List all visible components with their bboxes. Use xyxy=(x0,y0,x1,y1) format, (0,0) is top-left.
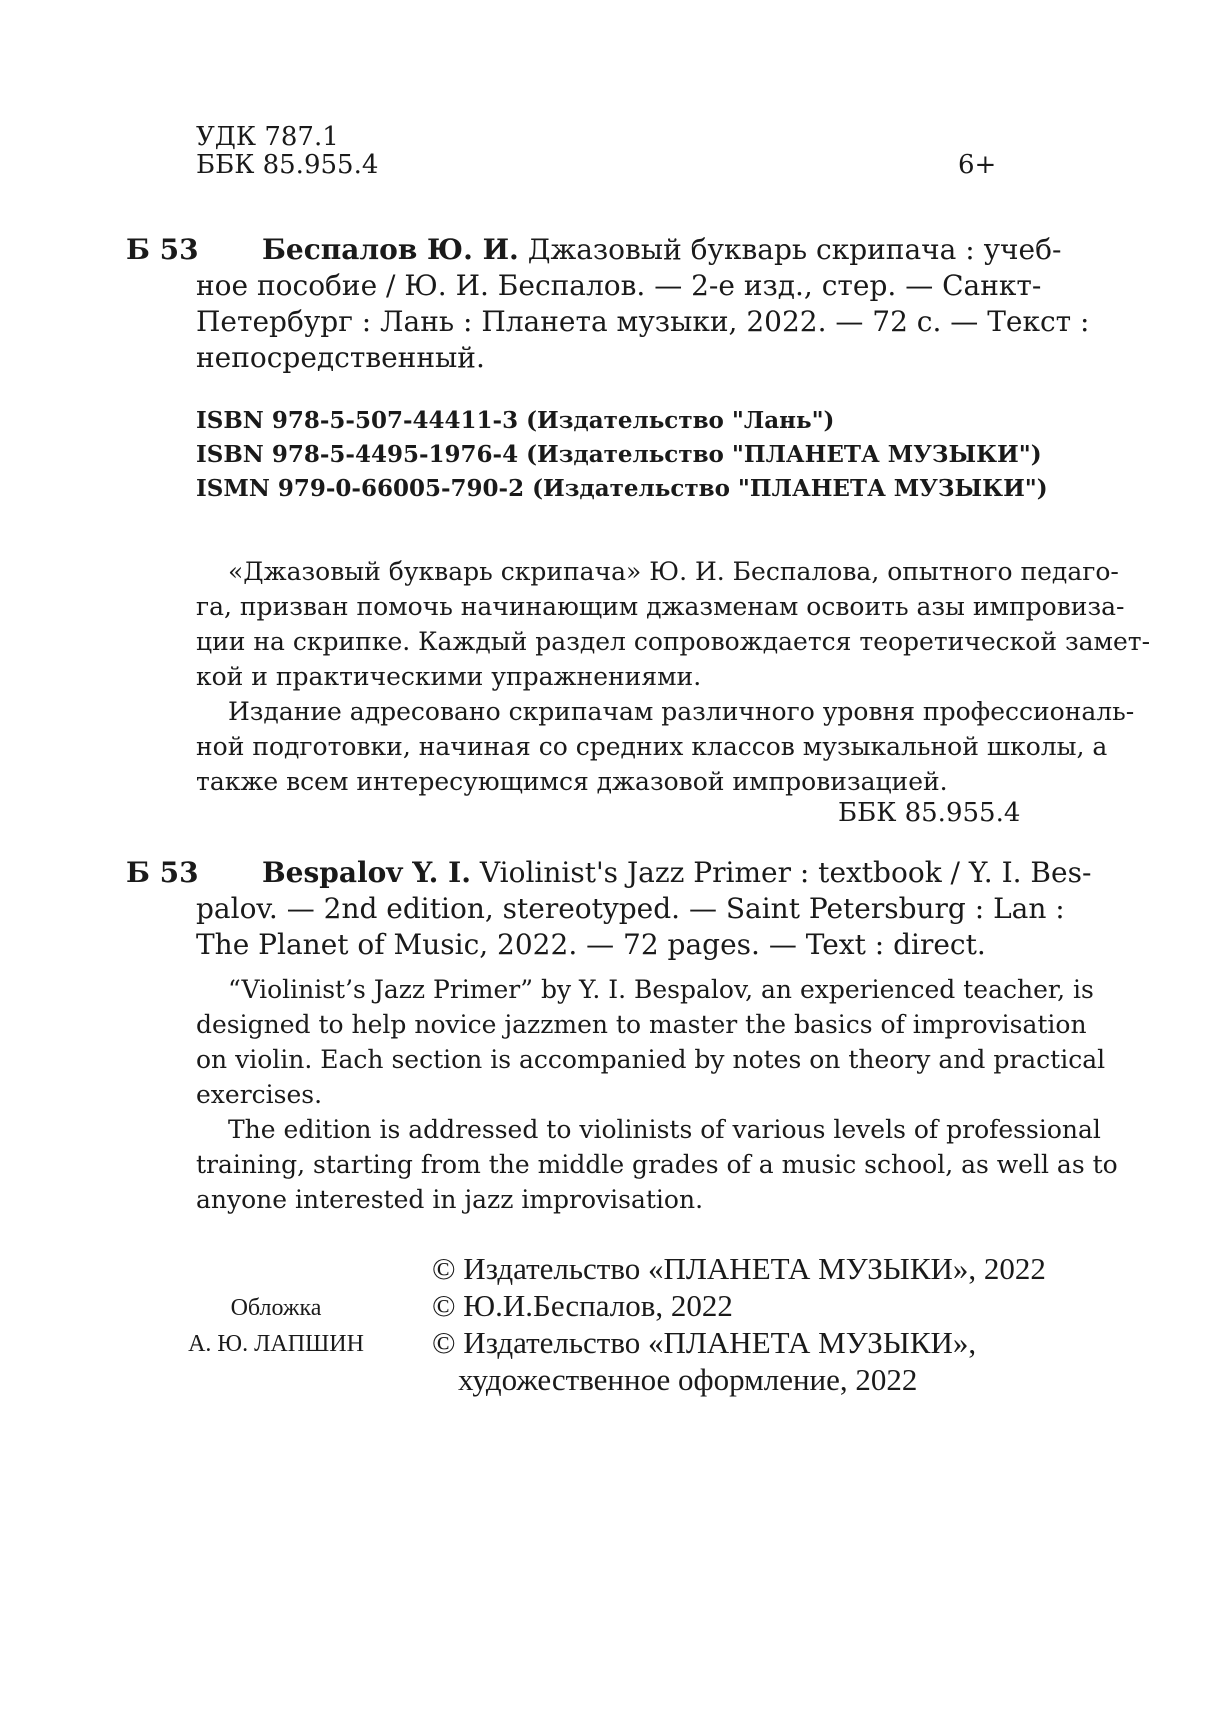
age-rating: 6+ xyxy=(958,150,997,180)
ru-entry-text xyxy=(196,232,1090,376)
en-entry-title: Violinist's Jazz Primer : textbook / Y. I. Bes- xyxy=(471,856,1092,889)
ismn-planet: ISMN 979-0-66005-790-2 (Издательство "ПЛАНЕТА МУЗЫКИ") xyxy=(196,475,1048,502)
annotation-line: on violin. Each section is accompanied by notes on theory and practical xyxy=(196,1045,1106,1074)
ru-entry-line: непосредственный. xyxy=(196,341,485,374)
annotation-line: exercises. xyxy=(196,1080,323,1109)
en-entry-code: Б 53 xyxy=(126,856,199,889)
isbn-lan: ISBN 978-5-507-44411-3 (Издательство "Лань") xyxy=(196,407,835,434)
annotation-line: anyone interested in jazz improvisation. xyxy=(196,1185,704,1214)
bbk-code: ББК 85.955.4 xyxy=(196,150,379,180)
annotation-line: ной подготовки, начиная со средних классов музыкальной школы, а xyxy=(196,732,1108,761)
ru-entry-title: Джазовый букварь скрипача : учеб- xyxy=(518,233,1062,266)
copyright-line: © Ю.И.Беспалов, 2022 xyxy=(432,1288,733,1323)
cover-credit-name: А. Ю. ЛАПШИН xyxy=(188,1331,364,1357)
annotation-line: «Джазовый букварь скрипача» Ю. И. Беспалова, опытного педаго- xyxy=(228,557,1119,586)
annotation-line: training, starting from the middle grades of a music school, as well as to xyxy=(196,1150,1118,1179)
annotation-line: га, призван помочь начинающим джазменам освоить азы импровиза- xyxy=(196,592,1125,621)
copyright-line: © Издательство «ПЛАНЕТА МУЗЫКИ», xyxy=(432,1325,977,1360)
cover-credit xyxy=(170,1292,382,1360)
annotation-line: “Violinist’s Jazz Primer” by Y. I. Bespalov, an experienced teacher, is xyxy=(228,975,1094,1004)
en-entry-author: Bespalov Y. I. xyxy=(262,856,472,889)
copyright-line: © Издательство «ПЛАНЕТА МУЗЫКИ», 2022 xyxy=(432,1251,1046,1286)
udk-code: УДК 787.1 xyxy=(196,122,339,152)
copyright-block xyxy=(432,1250,1046,1398)
ru-entry-line xyxy=(196,232,1062,268)
annotation-line: designed to help novice jazzmen to master the basics of improvisation xyxy=(196,1010,1087,1039)
en-annotation xyxy=(196,972,1118,1217)
cover-credit-label: Обложка xyxy=(230,1295,322,1321)
en-entry-text xyxy=(196,855,1092,963)
isbn-block xyxy=(196,404,1048,506)
ru-entry-author: Беспалов Ю. И. xyxy=(262,233,519,266)
annotation-line: The edition is addressed to violinists of various levels of professional xyxy=(228,1115,1101,1144)
annotation-line: кой и практическими упражнениями. xyxy=(196,662,702,691)
ru-entry-line: ное пособие / Ю. И. Беспалов. — 2-е изд., стер. — Санкт- xyxy=(196,269,1042,302)
ru-entry-line: Петербург : Лань : Планета музыки, 2022. — 72 с. — Текст : xyxy=(196,305,1090,338)
ru-entry-code: Б 53 xyxy=(126,233,199,266)
en-entry-line xyxy=(196,855,1092,891)
bbk-repeat: ББК 85.955.4 xyxy=(838,798,1021,828)
annotation-line: также всем интересующимся джазовой импровизацией. xyxy=(196,767,948,796)
ru-annotation xyxy=(196,554,1151,799)
annotation-line: Издание адресовано скрипачам различного уровня профессиональ- xyxy=(228,697,1135,726)
en-entry-line: The Planet of Music, 2022. — 72 pages. — Text : direct. xyxy=(196,928,986,961)
en-entry-line: palov. — 2nd edition, stereotyped. — Saint Petersburg : Lan : xyxy=(196,892,1065,925)
isbn-planet: ISBN 978-5-4495-1976-4 (Издательство "ПЛАНЕТА МУЗЫКИ") xyxy=(196,441,1042,468)
copyright-line: художественное оформление, 2022 xyxy=(458,1362,918,1397)
annotation-line: ции на скрипке. Каждый раздел сопровождается теоретической замет- xyxy=(196,627,1151,656)
